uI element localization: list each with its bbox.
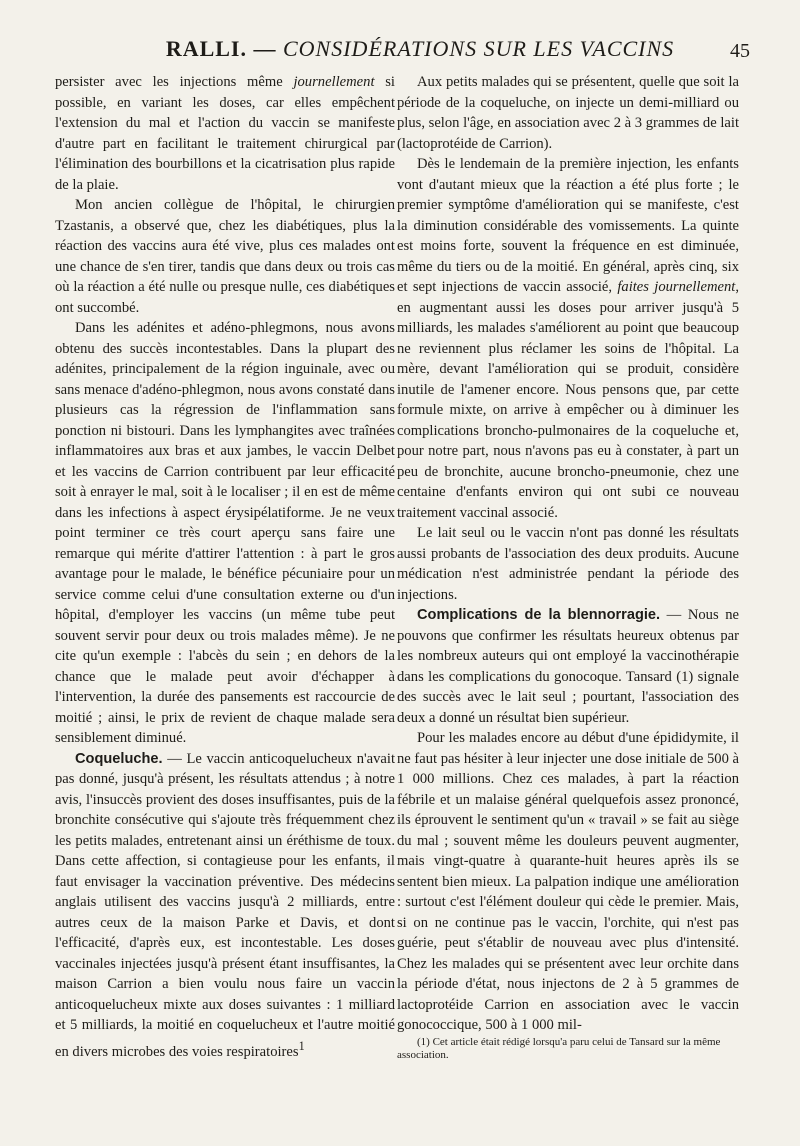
text-run: Le vaccin anticoquelucheux n'avait pas donné, jusqu'à présent, les résultats attendus ; à notre avis, l'insuccès provient des doses insuffisantes, puis de la bronchite consécutive qui s'ajoute très fréquemment chez les petits malades, entretenant ainsi un éréthisme de toux. Dans cette affection, si contagieuse pour les enfants, il faut envisager la vaccination préventive. Des médecins anglais utilisent des vaccins jusqu'à 2 milliards, entre autres ceux de la maison Parke et Davis, et dont l'efficacité, d'après eux, est incontestable. Les doses vaccinales injectées jusqu'à présent étant insuffisantes, la maison Carrion a bien voulu nous faire un vaccin anticoquelucheux mixte aux doses suivantes : 1 milliard et 5 milliards, la moitié en coquelucheux et l'autre moitié en divers microbes des voies respiratoires — [55, 750, 396, 1060]
header-title-part2: LES VACCINS — [533, 36, 675, 61]
page-number: 45 — [730, 40, 750, 62]
text-run: Dès le lendemain de la première injection, les enfants vont d'autant mieux que la réaction a été plus forte ; le premier symptôme d'amélioration qui se manifeste, c'est la diminution considérable des vomissements. La quinte est moins forte, souvent la fréquence en est diminuée, même du tiers ou de la moitié. En général, après cinq, six et sept injections de vaccin associé, — [397, 156, 739, 295]
page-header — [50, 36, 750, 70]
heading-dash: — — [660, 607, 688, 623]
left-column — [55, 72, 395, 1062]
footnote: (1) Cet article était rédigé lorsqu'a paru celui de Tansard sur la même association. — [397, 1035, 721, 1061]
paragraph: Le lait seul ou le vaccin n'ont pas donné les résultats aussi probants de l'association des deux produits. Aucune médication n'est administrée pendant la période des injections. — [397, 525, 739, 603]
text-run: persister avec les injections même — [55, 74, 294, 90]
header-title-part1: CONSIDÉRATIONS SUR — [283, 36, 527, 61]
section-heading-complications: Complications de la blennorragie. — [417, 607, 661, 623]
running-title — [150, 36, 690, 62]
text-run: si possible, en variant les doses, car elles empêchent l'extension du mal et l'action du vaccin se manifeste d'autre part en facilitant le traitement chirurgical par l'élimination des bourbillons et la cicatrisation plus rapide de la plaie. — [55, 74, 395, 193]
footnote-ref: 1 — [298, 1038, 305, 1053]
paragraph: Pour les malades encore au début d'une épididymite, il ne faut pas hésiter à leur injecter une dose initiale de 500 à 1 000 millions. Chez ces malades, à part la réaction fébrile et un malaise général quelquefois assez prononcé, ils éprouvent le sentiment qu'un « travail » se fait au siège du mal ; souvent même les douleurs peuvent augmenter, mais vingt-quatre à quarante-huit heures après ils se sentent bien mieux. La palpation indique une amélioration : surtout c'est l'élément douleur qui cède le premier. Mais, si on ne continue pas le vaccin, l'orchite, qui n'est pas guérie, peut s'établir de nouveau avec plus d'intensité. Chez les malades qui se présentent avec leur orchite dans la période d'état, nous injectons de 2 à 5 grammes de lactoprotéide Carrion en association avec le vaccin gonococcique, 500 à 1 000 mil- — [397, 730, 740, 1033]
right-column — [397, 72, 739, 1062]
heading-dash: — — [162, 750, 187, 767]
paragraph — [55, 72, 395, 195]
paragraph: Aux petits malades qui se présentent, quelle que soit la période de la coqueluche, on injecte un demi-milliard ou plus, selon l'âge, en association avec 2 à 3 grammes de lait (lactoprotéide de Carrion). — [397, 74, 739, 152]
paragraph — [397, 605, 739, 728]
text-run: Nous ne pouvons que confirmer les résultats heureux obtenus par les nombreux auteurs qui ont employé la vaccinothérapie dans les complications du gonocoque. Tansard (1) signale des succès avec le lait seul ; pourtant, l'association des deux a donné un résultat bien supérieur. — [397, 607, 739, 726]
paragraph: Dans les adénites et adéno-phlegmons, nous avons obtenu des succès incontestables. Dans la plupart des adénites, principalement de la région inguinale, avec ou sans menace d'adéno-phlegmon, nous avons constaté dans plusieurs cas la régression de l'inflammation sans ponction ni bistouri. Dans les lymphangites avec traînées inflammatoires aux bras et aux jambes, le vaccin Delbet et les vaccins de Carrion contribuent par leur efficacité soit à enrayer le mal, soit à le localiser ; il en est de même dans les infections à aspect érysipélatiforme. Je ne veux point terminer ce très court aperçu sans faire une remarque qui mérite d'attirer l'attention : à part le gros avantage pour le malade, le bénéfice pécuniaire pour un service comme celui d'une consultation externe ou d'un hôpital, d'employer les vaccins (un même tube peut souvent servir pour deux ou trois malades même). Je ne cite qu'un exemple : l'abcès du sein ; en dehors de la chance que le malade peut avoir d'échapper à l'intervention, la durée des pansements est raccourcie de moitié ; ainsi, le prix de revient de chaque malade sera sensiblement diminué. — [55, 320, 395, 746]
header-dash: — — [253, 36, 277, 61]
emphasis-text: journellement — [293, 74, 375, 90]
paragraph — [397, 154, 739, 523]
header-author: RALLI. — [165, 36, 247, 61]
emphasis-text: faites journellement — [617, 279, 736, 295]
section-heading-coqueluche: Coqueluche. — [75, 750, 163, 767]
text-run: , en augmentant aussi les doses pour arriver jusqu'à 5 milliards, les malades s'améliorent au point que beaucoup ne reviennent plus réclamer les soins de l'hôpital. La mère, devant l'amélioration qui se produit, considère inutile de l'amener encore. Nous pensons que, par cette formule mixte, on arrive à empêcher ou à diminuer les complications broncho-pulmonaires de la coqueluche et, pour notre part, nous n'avons pas eu à constater, à part un peu de bronchite, aucune broncho-pneumonie, chez une centaine d'enfants environ qui ont subi ce nouveau traitement vaccinal associé. — [397, 279, 739, 521]
paragraph: Mon ancien collègue de l'hôpital, le chirurgien Tzastanis, a observé que, chez les diabétiques, plus la réaction des vaccins aura été vive, plus ces malades ont une chance de s'en tirer, tandis que dans deux ou trois cas où la réaction a été nulle ou presque nulle, ces diabétiques ont succombé. — [55, 197, 395, 316]
paragraph — [55, 749, 395, 1062]
